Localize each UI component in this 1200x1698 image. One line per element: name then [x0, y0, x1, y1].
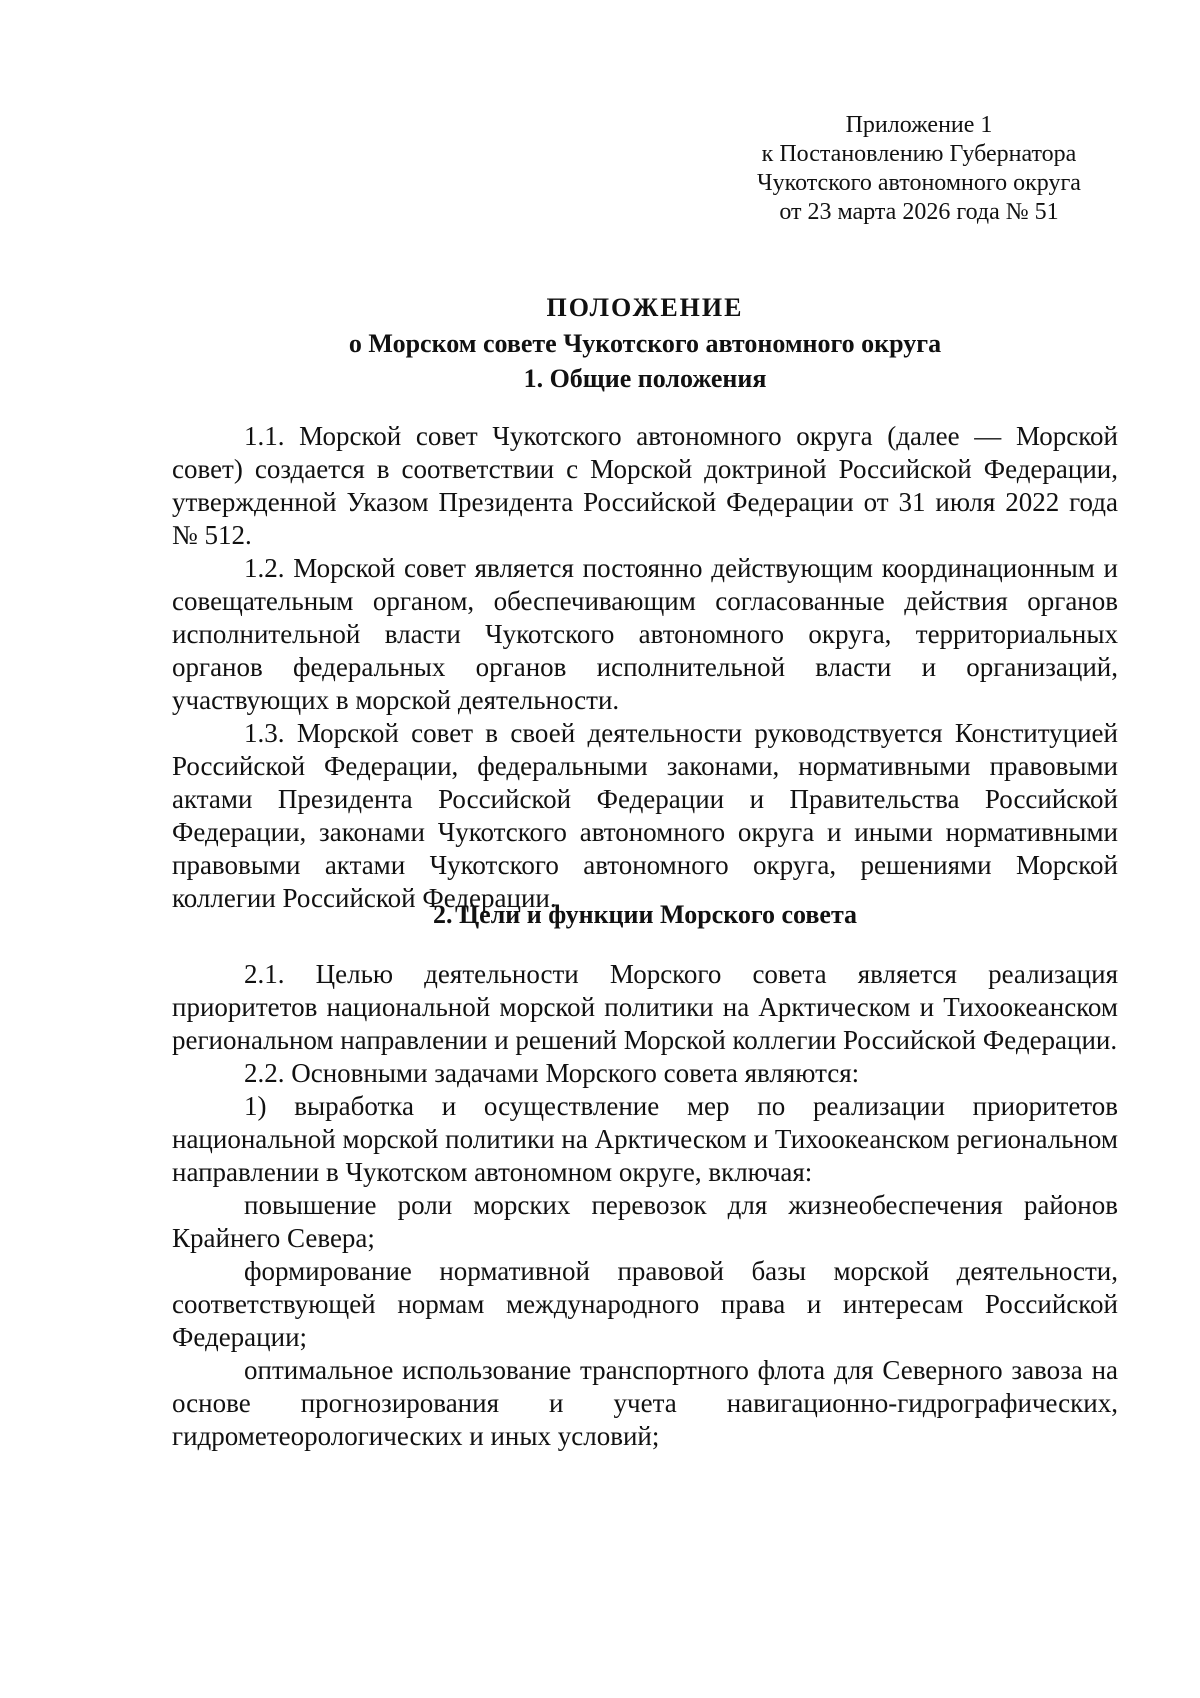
paragraph-1-2: 1.2. Морской совет является постоянно действующим координационным и совещательным органом, обеспечивающим согласованные действия органов исполнительной власти Чукотского автономного округа, территориальных органов федеральных органов исполнительной власти и организаций, участвующих в морской деятельности. [172, 553, 1118, 715]
paragraph-2-2-subitem-3: оптимальное использование транспортного флота для Северного завоза на основе прогнозирования и учета навигационно-гидрографических, гидрометеорологических и иных условий; [172, 1355, 1118, 1451]
appendix-header [720, 111, 1118, 227]
appendix-line-2: к Постановлению Губернатора [761, 141, 1077, 167]
paragraph-2-1: 2.1. Целью деятельности Морского совета является реализация приоритетов национальной морской политики на Арктическом и Тихоокеанском региональном направлении и решений Морской коллегии Российской Федерации. [172, 959, 1118, 1055]
document-subtitle: о Морском совете Чукотского автономного округа [348, 329, 942, 358]
document-title: ПОЛОЖЕНИЕ [546, 293, 744, 322]
paragraph-2-2: 2.2. Основными задачами Морского совета являются: [244, 1058, 860, 1088]
appendix-line-1: Приложение 1 [845, 112, 993, 138]
paragraph-1-3: 1.3. Морской совет в своей деятельности руководствуется Конституцией Российской Федерации, федеральными законами, нормативными правовыми актами Президента Российской Федерации и Правительства Российской Федерации, законами Чукотского автономного округа и иными нормативными правовыми актами Чукотского автономного округа, решениями Морской коллегии Российской Федерации. [172, 718, 1118, 913]
section-1-body [172, 420, 1118, 915]
document-title-block [170, 290, 1120, 362]
section-1-heading: 1. Общие положения [523, 364, 767, 393]
appendix-line-4: от 23 марта 2026 года № 51 [779, 199, 1059, 225]
paragraph-1-1: 1.1. Морской совет Чукотского автономного округа (далее — Морской совет) создается в соответствии с Морской доктриной Российской Федерации, утвержденной Указом Президента Российской Федерации от 31 июля 2022 года № 512. [172, 421, 1118, 550]
section-2-heading: 2. Цели и функции Морского совета [432, 900, 858, 929]
paragraph-2-2-item-1: 1) выработка и осуществление мер по реализации приоритетов национальной морской политики на Арктическом и Тихоокеанском региональном направлении в Чукотском автономном округе, включая: [172, 1091, 1118, 1187]
paragraph-2-2-subitem-2: формирование нормативной правовой базы морской деятельности, соответствующей нормам международного права и интересам Российской Федерации; [172, 1256, 1118, 1352]
paragraph-2-2-subitem-1: повышение роли морских перевозок для жизнеобеспечения районов Крайнего Севера; [172, 1190, 1118, 1253]
appendix-line-3: Чукотского автономного округа [757, 170, 1081, 196]
section-2-body [172, 958, 1118, 1453]
